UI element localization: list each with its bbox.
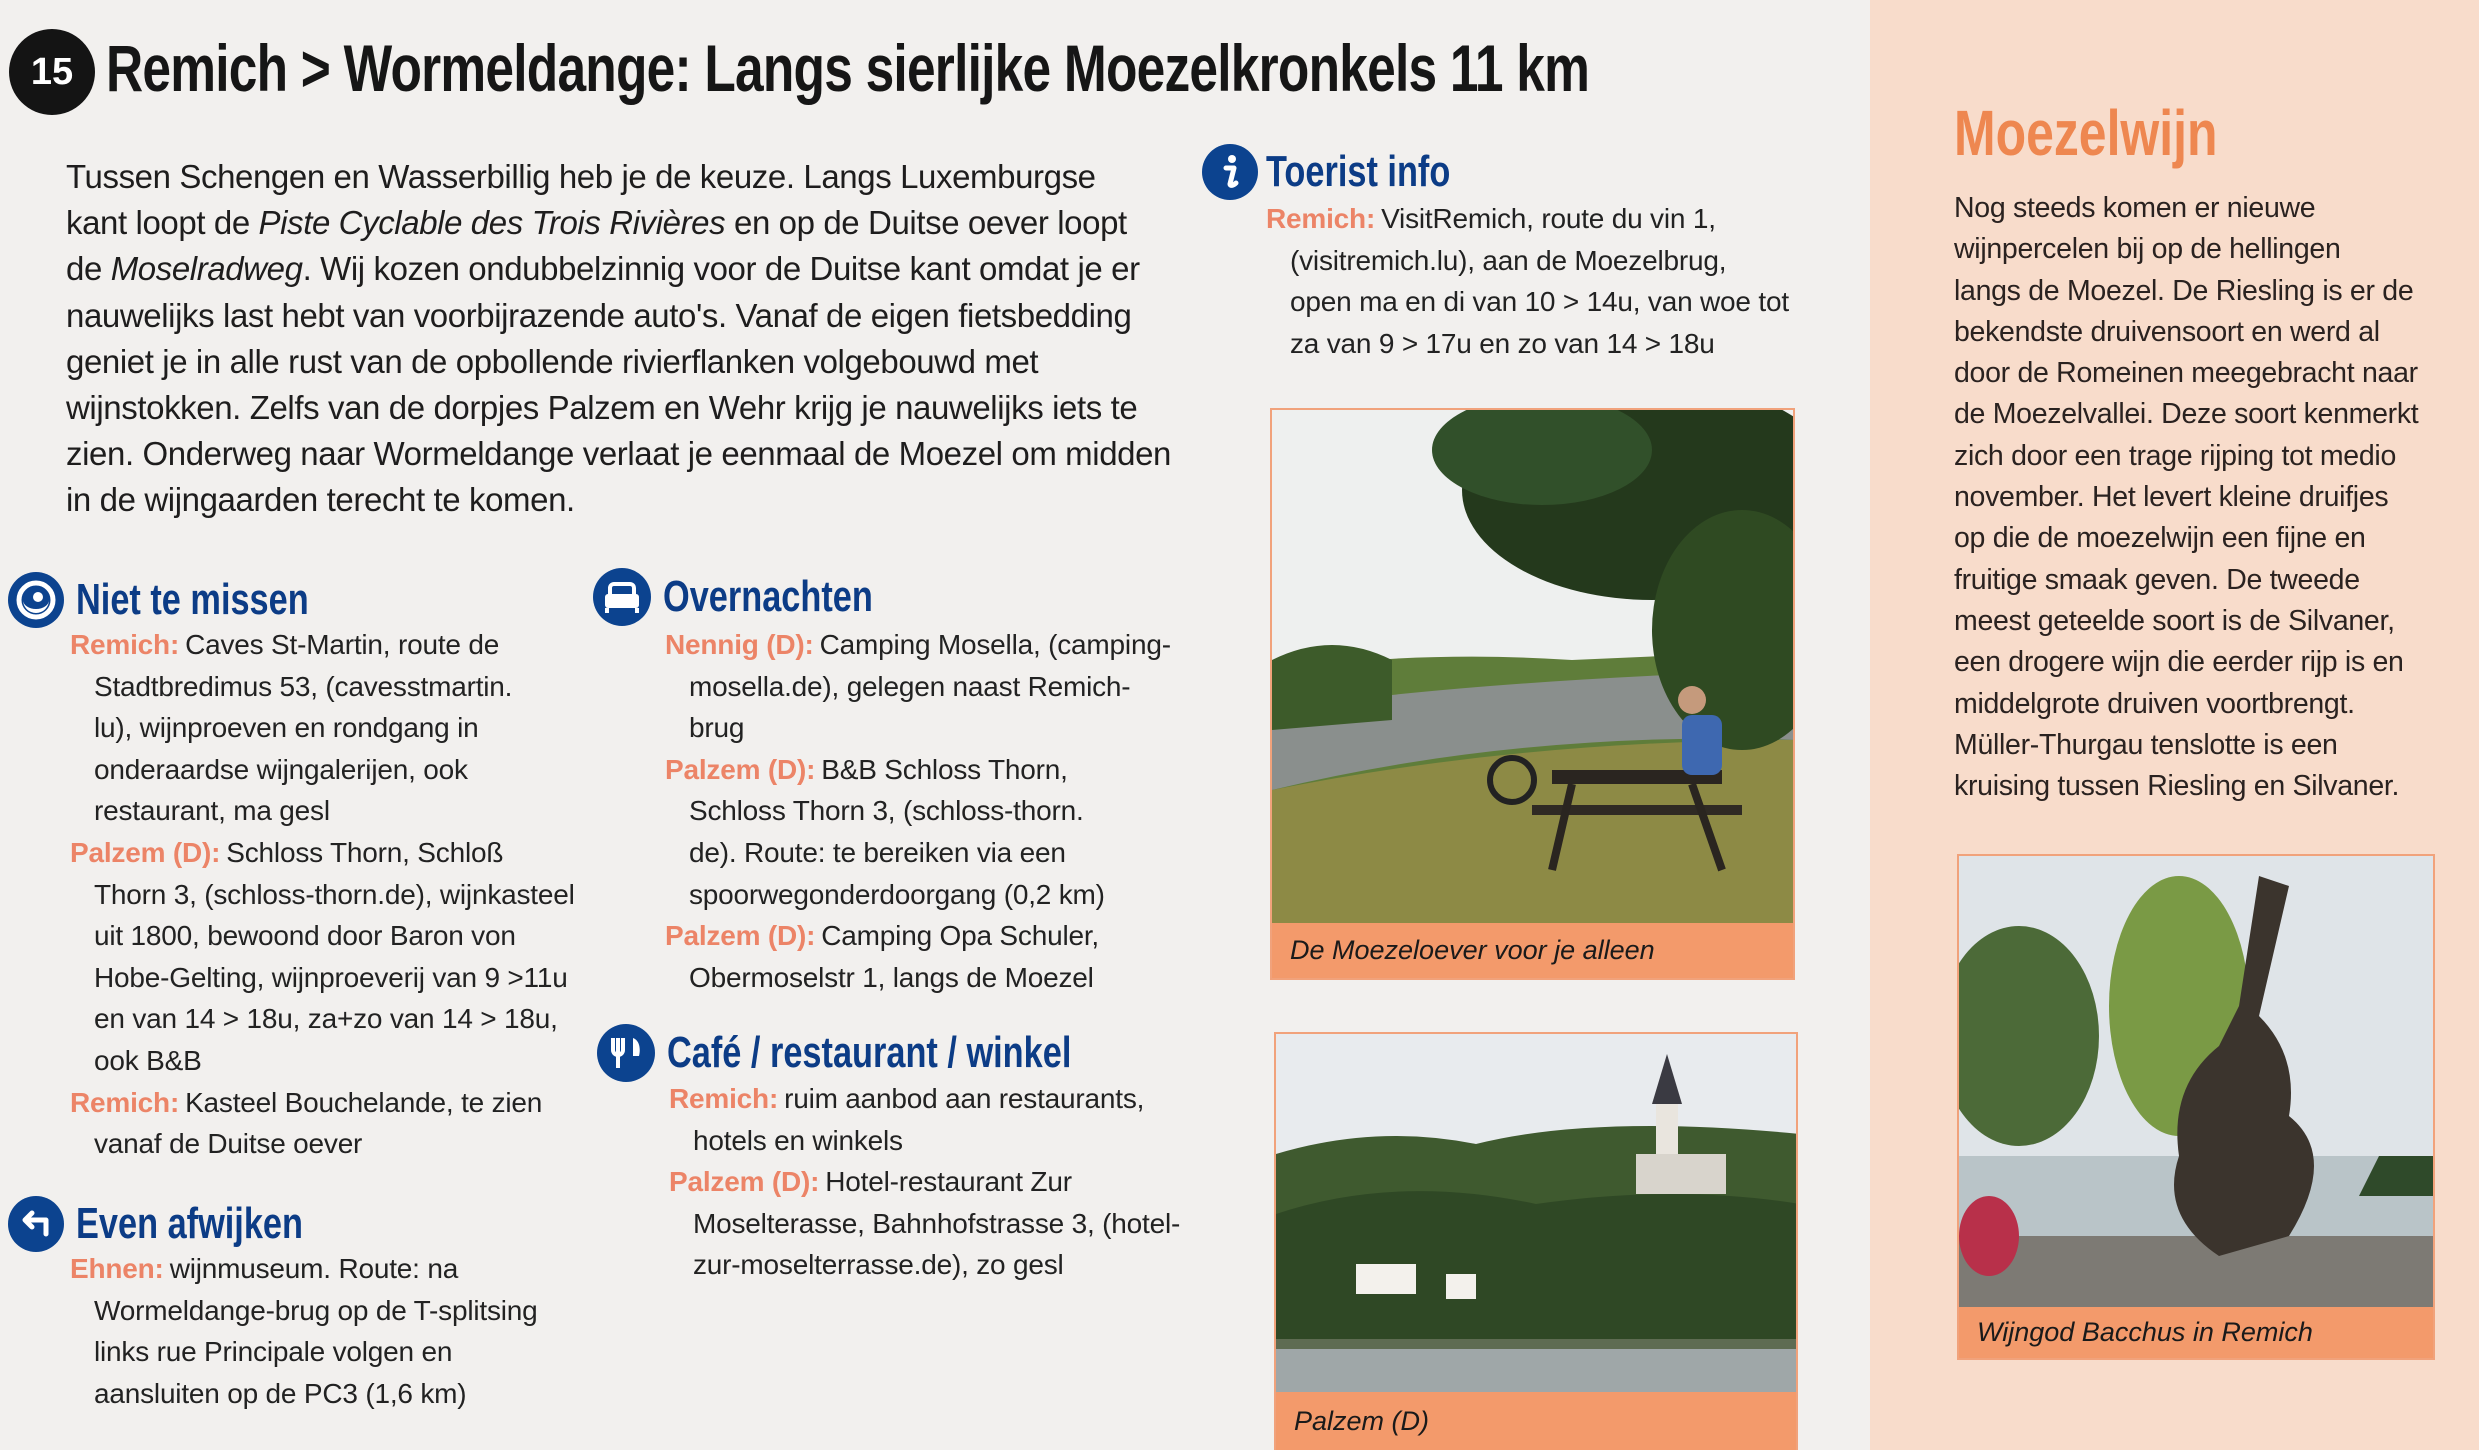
- section-heading: Even afwijken: [76, 1199, 303, 1248]
- entry-line: [665, 790, 1171, 832]
- photo-caption: Wijngod Bacchus in Remich: [1959, 1307, 2433, 1358]
- fork-knife-icon: [597, 1024, 655, 1082]
- entry-line: [665, 624, 1171, 666]
- entry-text: aansluiten op de PC3 (1,6 km): [94, 1377, 467, 1409]
- section-overnachten: [593, 568, 1171, 998]
- entry-line: [70, 957, 575, 999]
- section-niet-te-missen: [8, 572, 575, 1165]
- list-item: [665, 624, 1171, 749]
- entry-line: [70, 1082, 575, 1124]
- entry-line: [70, 707, 575, 749]
- text: nauwelijks last hebt van voorbijrazende auto's. Vanaf de eigen fietsbedding: [66, 296, 1132, 334]
- entry-line: [70, 1040, 575, 1082]
- entry-line: [665, 915, 1171, 957]
- list-item: [70, 832, 575, 1082]
- entry-line: [665, 666, 1171, 708]
- entry-text: VisitRemich, route du vin 1,: [1381, 203, 1716, 234]
- sidebar-line: bekendste druivensoort en werd al: [1954, 315, 2380, 348]
- entry-text: uit 1800, bewoond door Baron von: [94, 920, 516, 952]
- entry-text: Hobe-Gelting, wijnproeverij van 9 >11u: [94, 961, 568, 993]
- intro-line: [66, 477, 1171, 523]
- text: kant loopt de: [66, 204, 259, 242]
- sidebar-text: [1954, 188, 2418, 807]
- info-icon: [1202, 144, 1258, 200]
- intro-line: [66, 339, 1171, 385]
- list-item: [70, 1082, 575, 1165]
- entry-text: Thorn 3, (schloss-thorn.de), wijnkasteel: [94, 878, 575, 910]
- text: geniet je in alle rust van de opbollende rivierflanken volgebouwd met: [66, 342, 1039, 380]
- section-even-afwijken: [8, 1196, 538, 1414]
- text: Tussen Schengen en Wasserbillig heb je de keuze. Langs Luxemburgse: [66, 158, 1096, 195]
- entry-line: [669, 1244, 1185, 1286]
- entry-text: links rue Principale volgen en: [94, 1336, 453, 1368]
- entry-line: [70, 832, 575, 874]
- sidebar-line: een drogere wijn die eerder rijp is en: [1954, 646, 2404, 679]
- list-item: [669, 1161, 1185, 1286]
- entry-line: [70, 998, 575, 1040]
- sidebar-line: fruitige smaak geven. De tweede: [1954, 563, 2360, 596]
- entry-text: (visitremich.lu), aan de Moezelbrug,: [1290, 244, 1727, 276]
- entry-line: [665, 832, 1171, 874]
- place-label: Nennig (D):: [665, 629, 814, 660]
- entry-text: vanaf de Duitse oever: [94, 1128, 363, 1160]
- section-heading: Toerist info: [1266, 147, 1451, 196]
- entry-line: [70, 790, 575, 832]
- section-heading: Café / restaurant / winkel: [667, 1028, 1072, 1077]
- sidebar-title-text: Moezelwijn: [1954, 97, 2218, 169]
- section-heading: Overnachten: [663, 572, 873, 621]
- sidebar-line: Nog steeds komen er nieuwe: [1954, 192, 2316, 224]
- entry-line: [1266, 240, 1789, 282]
- entry-text: restaurant, ma gesl: [94, 795, 330, 827]
- entry-text: Caves St-Martin, route de: [185, 629, 500, 660]
- entry-text: B&B Schloss Thorn,: [821, 753, 1068, 785]
- entry-text: Schloss Thorn, Schloß: [226, 836, 504, 868]
- entry-text: Schloss Thorn 3, (schloss-thorn.: [689, 795, 1084, 827]
- entry-line: [70, 666, 575, 708]
- entry-text: lu), wijnproeven en rondgang in: [94, 712, 479, 744]
- entry-text: mosella.de), gelegen naast Remich-: [689, 670, 1131, 702]
- entry-line: [669, 1078, 1185, 1120]
- entry-line: [70, 624, 575, 666]
- sidebar-line: langs de Moezel. De Riesling is er de: [1954, 274, 2414, 307]
- list-item: [665, 915, 1171, 998]
- place-label: Palzem (D):: [70, 836, 221, 868]
- text: en op de Duitse oever loopt: [725, 204, 1127, 242]
- eye-icon: [8, 572, 64, 628]
- entry-line: [70, 1373, 538, 1415]
- list-item: [1266, 198, 1789, 364]
- page-title: [106, 30, 2007, 106]
- sidebar-line: middelgrote druiven voortbrengt.: [1954, 687, 2355, 720]
- text: . Wij kozen ondubbelzinnig voor de Duitse kant omdat je er: [302, 250, 1140, 288]
- entry-line: [70, 1248, 538, 1290]
- text: zien. Onderweg naar Wormeldange verlaat je eenmaal de Moezel om midden: [66, 435, 1172, 473]
- entry-text: Camping Opa Schuler,: [821, 920, 1099, 952]
- entry-text: Moselterasse, Bahnhofstrasse 3, (hotel-: [693, 1207, 1181, 1239]
- place-label: Remich:: [70, 629, 180, 660]
- sidebar-line: kruising tussen Riesling en Silvaner.: [1954, 770, 2400, 803]
- entry-line: [70, 915, 575, 957]
- section-toerist-info: [1202, 144, 1789, 364]
- italic-text: Piste Cyclable des Trois Rivières: [258, 204, 726, 242]
- place-label: Palzem (D):: [665, 920, 816, 952]
- entry-text: Hotel-restaurant Zur: [825, 1166, 1072, 1198]
- sidebar-line: november. Het levert kleine druifjes: [1954, 481, 2389, 514]
- entry-line: [665, 874, 1171, 916]
- section-cafe-restaurant-winkel: [597, 1024, 1185, 1286]
- intro-line: [66, 200, 1171, 246]
- entry-line: [665, 749, 1171, 791]
- entry-line: [665, 957, 1171, 999]
- sidebar-line: meest geteelde soort is de Silvaner,: [1954, 604, 2395, 637]
- entry-text: de). Route: te bereiken via een: [689, 836, 1066, 868]
- text: de: [66, 250, 111, 288]
- entry-line: [70, 874, 575, 916]
- entry-text: Camping Mosella, (camping-: [819, 629, 1171, 660]
- list-item: [665, 749, 1171, 915]
- place-label: Remich:: [70, 1086, 180, 1118]
- entry-text: Stadtbredimus 53, (cavesstmartin.: [94, 670, 513, 702]
- entry-text: ook B&B: [94, 1044, 202, 1076]
- photo-bacchus-statue: [1957, 854, 2435, 1360]
- turn-left-arrow-icon: [8, 1196, 64, 1252]
- place-label: Remich:: [669, 1083, 779, 1114]
- entry-text: open ma en di van 10 > 14u, van woe tot: [1290, 286, 1789, 317]
- entry-line: [1266, 198, 1789, 240]
- entry-text: wijnmuseum. Route: na: [169, 1253, 459, 1284]
- sidebar-line: de Moezelvallei. Deze soort kenmerkt: [1954, 398, 2419, 431]
- place-label: Palzem (D):: [669, 1166, 820, 1198]
- entry-text: ruim aanbod aan restaurants,: [784, 1083, 1145, 1114]
- sidebar-title: [1954, 96, 2292, 170]
- entry-line: [1266, 281, 1789, 323]
- photo-palzem: [1274, 1032, 1798, 1450]
- intro-paragraph: [66, 154, 1171, 524]
- entry-text: za van 9 > 17u en zo van 14 > 18u: [1290, 327, 1715, 359]
- entry-text: zur-moselterrasse.de), zo gesl: [693, 1249, 1064, 1281]
- entry-line: [669, 1203, 1185, 1245]
- list-item: [70, 624, 575, 832]
- entry-line: [70, 1290, 538, 1332]
- entry-line: [665, 707, 1171, 749]
- entry-line: [70, 749, 575, 791]
- entry-text: hotels en winkels: [693, 1124, 903, 1156]
- entry-line: [669, 1161, 1185, 1203]
- entry-text: onderaardse wijngalerijen, ook: [94, 753, 468, 785]
- entry-text: brug: [689, 712, 745, 744]
- intro-line: [66, 154, 1171, 200]
- entry-text: spoorwegonderdoorgang (0,2 km): [689, 878, 1105, 910]
- entry-text: en van 14 > 18u, za+zo van 14 > 18u,: [94, 1003, 558, 1035]
- entry-text: Obermoselstr 1, langs de Moezel: [689, 961, 1094, 993]
- page-title-text: Remich > Wormeldange: Langs sierlijke Moezelkronkels 11 km: [106, 31, 1590, 105]
- bed-icon: [593, 568, 651, 626]
- entry-line: [669, 1120, 1185, 1162]
- sidebar-line: door de Romeinen meegebracht naar: [1954, 357, 2418, 390]
- section-heading: Niet te missen: [76, 575, 309, 624]
- entry-line: [70, 1331, 538, 1373]
- sidebar-line: Müller-Thurgau tenslotte is een: [1954, 728, 2338, 761]
- intro-line: [66, 246, 1171, 292]
- text: wijnstokken. Zelfs van de dorpjes Palzem en Wehr krijg je nauwelijks iets te: [66, 389, 1138, 427]
- place-label: Ehnen:: [70, 1253, 164, 1284]
- text: in de wijngaarden terecht te komen.: [66, 481, 575, 519]
- list-item: [669, 1078, 1185, 1161]
- photo-caption: De Moezeloever voor je alleen: [1272, 923, 1793, 978]
- route-number-badge: [9, 29, 95, 115]
- italic-text: Moselradweg: [110, 250, 303, 288]
- route-number: 15: [30, 50, 74, 93]
- entry-text: Kasteel Bouchelande, te zien: [185, 1086, 543, 1118]
- entry-text: Wormeldange-brug op de T-splitsing: [94, 1294, 538, 1326]
- sidebar-line: zich door een trage rijping tot medio: [1954, 439, 2396, 472]
- intro-line: [66, 385, 1171, 431]
- sidebar-line: op die de moezelwijn een fijne en: [1954, 522, 2366, 555]
- photo-caption: Palzem (D): [1276, 1392, 1796, 1450]
- intro-line: [66, 293, 1171, 339]
- entry-line: [70, 1123, 575, 1165]
- list-item: [70, 1248, 538, 1414]
- photo-picnic-moselle: [1270, 408, 1795, 980]
- entry-line: [1266, 323, 1789, 365]
- intro-line: [66, 431, 1171, 477]
- sidebar-line: wijnpercelen bij op de hellingen: [1954, 233, 2341, 266]
- place-label: Palzem (D):: [665, 753, 816, 785]
- place-label: Remich:: [1266, 203, 1376, 234]
